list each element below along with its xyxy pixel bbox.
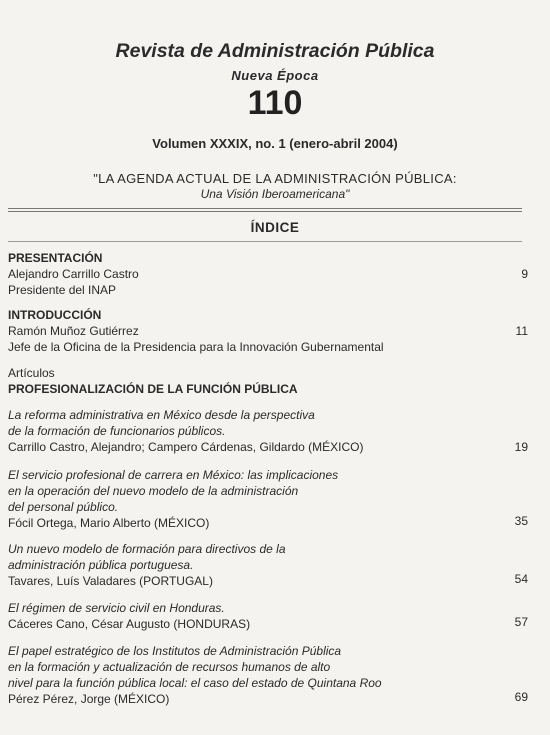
section-introduccion (8, 307, 528, 355)
article-title-line: El régimen de servicio civil en Honduras. (8, 601, 225, 615)
article-title-line: administración pública portuguesa. (8, 558, 194, 572)
article-authors: Tavares, Luís Valadares (PORTUGAL) (8, 574, 213, 588)
articulos-label: Artículos (8, 366, 55, 380)
article-title-line: Un nuevo modelo de formación para directivos de la (8, 542, 286, 556)
issue-number: 110 (247, 84, 303, 122)
article-title-line: de la formación de funcionarios públicos. (8, 424, 226, 438)
section-presentacion (8, 250, 528, 298)
section-heading: INTRODUCCIÓN (8, 308, 102, 322)
author-role: Jefe de la Oficina de la Presidencia para la Innovación Gubernamental (8, 340, 384, 354)
index-title: ÍNDICE (250, 220, 300, 235)
agenda-title-line2: Una Visión Iberoamericana" (200, 187, 350, 201)
divider-top (8, 208, 522, 209)
article-title-line: nivel para la función pública local: el caso del estado de Quintana Roo (8, 676, 382, 690)
page-number: 57 (514, 615, 528, 629)
agenda-title-line1: "LA AGENDA ACTUAL DE LA ADMINISTRACIÓN PÚBLICA: (93, 171, 457, 186)
article-title-line: en la formación y actualización de recursos humanos de alto (8, 660, 331, 674)
article-title-line: del personal público. (8, 500, 119, 514)
article-entry (8, 407, 528, 455)
articulos-heading: PROFESIONALIZACIÓN DE LA FUNCIÓN PÚBLICA (8, 382, 298, 396)
article-entry (8, 467, 528, 531)
epoca-label: Nueva Época (231, 68, 319, 83)
volume-info: Volumen XXXIX, no. 1 (enero-abril 2004) (152, 136, 398, 151)
article-title-line: El servicio profesional de carrera en México: las implicaciones (8, 468, 339, 482)
author-name: Alejandro Carrillo Castro (8, 267, 139, 281)
section-heading: PRESENTACIÓN (8, 251, 103, 265)
section-articulos (8, 365, 528, 397)
article-title-line: La reforma administrativa en México desde la perspectiva (8, 408, 315, 422)
divider-top-second (8, 211, 522, 212)
divider-under-index (8, 241, 522, 242)
page-number: 19 (514, 440, 528, 454)
article-authors: Cáceres Cano, César Augusto (HONDURAS) (8, 617, 251, 631)
page-number: 11 (515, 324, 528, 338)
article-entry (8, 600, 528, 632)
journal-title: Revista de Administración Pública (115, 40, 435, 62)
article-authors: Carrillo Castro, Alejandro; Campero Cárdenas, Gildardo (MÉXICO) (8, 440, 364, 454)
page-number: 54 (514, 572, 528, 586)
page-number: 69 (514, 690, 528, 704)
page-number: 9 (521, 267, 528, 281)
article-authors: Pérez Pérez, Jorge (MÉXICO) (8, 692, 170, 706)
author-role: Presidente del INAP (8, 283, 117, 297)
page-number: 35 (514, 514, 528, 528)
article-entry (8, 541, 528, 589)
article-entry (8, 643, 528, 707)
author-name: Ramón Muñoz Gutiérrez (8, 324, 139, 338)
article-title-line: El papel estratégico de los Institutos de Administración Pública (8, 644, 342, 658)
article-title-line: en la operación del nuevo modelo de la administración (8, 484, 299, 498)
article-authors: Fócil Ortega, Mario Alberto (MÉXICO) (8, 516, 210, 530)
